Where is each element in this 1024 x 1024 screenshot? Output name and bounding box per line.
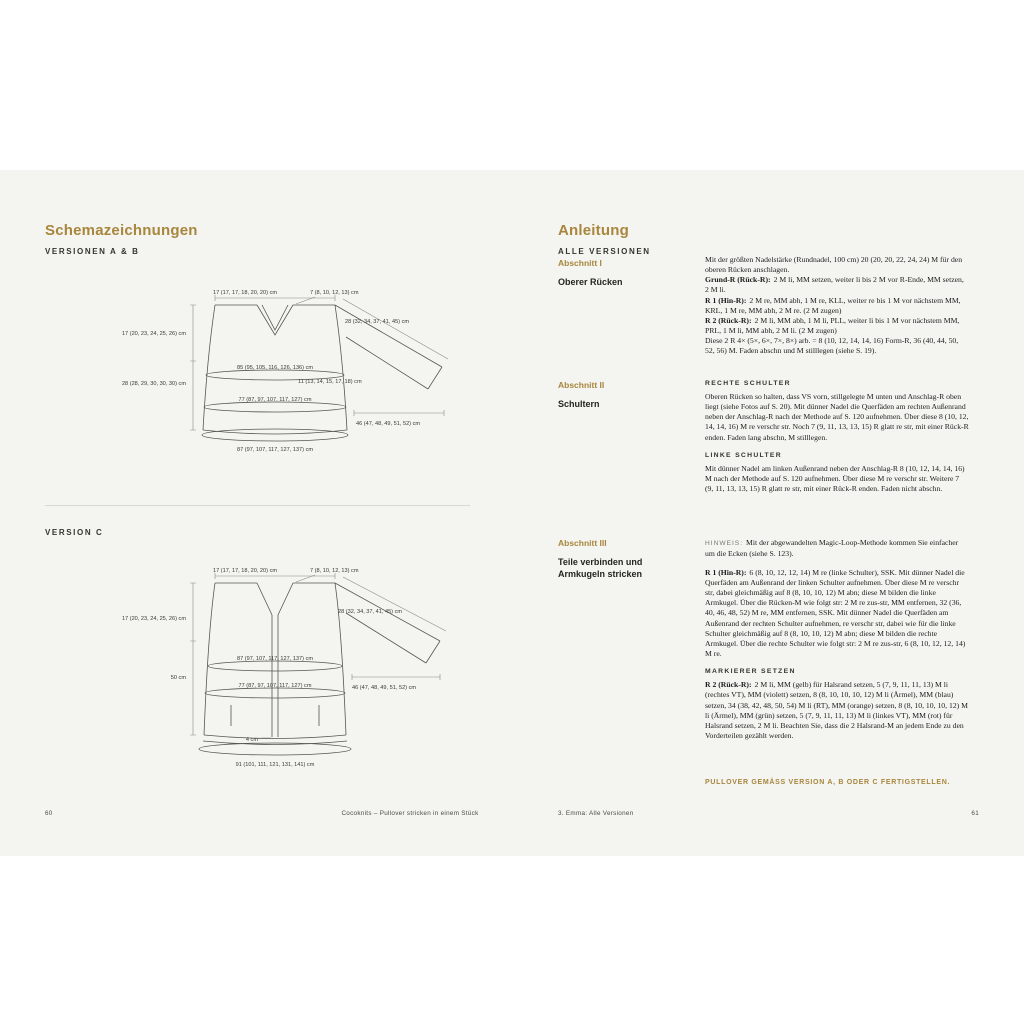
right-running-footer: 3. Emma: Alle Versionen [558,810,634,817]
c-body-length-label: 50 cm [170,675,186,681]
row-lead: R 2 (Rück-R): [705,315,752,325]
paragraph [705,568,969,659]
ab-cuff-label: 11 (13, 14, 15, 17, 18) cm [298,379,362,385]
c-chest-label: 87 (97, 107, 117, 127, 137) cm [236,656,314,662]
note-text: Mit der abgewandelten Magic-Loop-Methode kommen Sie einfacher um die Ecken (siehe S. 123). [705,538,959,558]
row-lead: Grund-R (Rück-R): [705,275,771,285]
paragraph [705,296,969,316]
section3-body [705,538,969,741]
versions-ab-label: VERSIONEN A & B [45,247,140,256]
row-text: 2 M li, MM (gelb) für Halsrand setzen, 5 (7, 9, 11, 11, 13) M li (rechtes VT), MM (violett) setzen, 8 (8, 10, 10, 10, 12) M li (Ärmel), MM (blau) setzen, 34 (38, 42, 48, 50, 54) M li (RT), MM (orange) setzen, 8 (8, 10, 10, 10, 12) M li (Ärmel), MM (grün) setzen, 5 (7, 9, 11, 11, 13) M li (linkes VT), MM (rot) für Halsrand setzen, 2 M li. Beachten Sie, dass die 2 Halsrand-M an jedem Ende zu den Vorderteilen gezählt werden. [705,680,969,741]
row-text: 6 (8, 10, 12, 12, 14) M re (linke Schulter), SSK. Mit dünner Nadel die Querfäden am Außenrand der linken Schulter aufnehmen. Über diese M re verschr str, dabei gleichmäßig auf 8 (8, 10, 10, 12) M abn; diese M bilden die linke Armkugel. Über die Rücken-M wie folgt str: 2 M re zus-str, MM entfernen, 32 (36, 40, 46, 48, 52) M re, MM entfernen, SSK. Mit dünner Nadel die Querfäden am Außenrand der rechten Schulter aufnehmen, re verschr str, dabei wie für die linke Schulter gleichmäßig auf 8 (8, 10, 10, 12) M abn; diese M bilden die rechte Armkugel. Über die rechte Schulter wie folgt str: 2 M re zus-str, 6 (8, 10, 12, 12, 14) M re. [705,567,966,659]
left-running-footer: Cocoknits – Pullover stricken in einem Stück [341,810,479,817]
finish-instruction: PULLOVER GEMÄSS VERSION A, B ODER C FERTIGSTELLEN. [705,779,951,786]
row-text: Diese 2 R 4× (5×, 6×, 7×, 8×) arb. = 8 (10, 12, 14, 14, 16) Form-R, 36 (40, 44, 50, 52, 56) M. Faden abschn und M stilllegen (siehe S. 19). [705,336,959,356]
section1-body [705,255,969,357]
measurement-lines-c [190,573,446,738]
ab-top-width-label: 17 (17, 17, 18, 20, 20) cm [212,290,278,296]
right-shoulder-heading: RECHTE SCHULTER [705,380,791,387]
paragraph [705,316,969,336]
markers-heading: MARKIERER SETZEN [705,668,796,676]
c-hem-label: 91 (101, 111, 121, 131, 141) cm [235,762,315,768]
ab-body-length-label: 28 (28, 29, 30, 30, 30) cm [121,381,186,387]
paragraph [705,255,969,275]
ab-neck-width-label: 7 (8, 10, 12, 13) cm [310,290,359,296]
section2-label: Abschnitt II [558,380,605,390]
schematic-versions-ab [110,285,480,475]
section1-intro: Mit der größten Nadelstärke (Rundnadel, 100 cm) 20 (20, 20, 22, 24, 24) M für den oberen Rücken anschlagen. [705,255,963,275]
c-sleeve-length-label: 46 (47, 48, 49, 51, 52) cm [352,685,417,691]
row-text: 2 M li, MM abh, 1 M li, PLL, weiter li bis 1 M vor nächstem MM, PRL, 1 M li, MM abh, 2 M li. (2 M zugen) [705,315,960,336]
c-yoke-depth-label: 17 (20, 23, 24, 25, 26) cm [121,616,186,622]
right-page-title: Anleitung [558,222,629,239]
ab-upper-sleeve-label: 28 (32, 34, 37, 41, 45) cm [345,319,410,325]
right-page-number: 61 [971,810,979,817]
left-shoulder-heading: LINKE SCHULTER [705,451,782,459]
row-text: 2 M re, MM abh, 1 M re, KLL, weiter re bis 1 M vor nächstem MM, KRL, 1 M re, MM abh, 2 M re. (2 M zugen) [705,295,961,315]
paragraph: Mit dünner Nadel am linken Außenrand neben der Anschlag-R 8 (10, 12, 14, 14, 16) M nach der Methode auf S. 120 aufnehmen. Über diese M re verschr str. Weitere 7 (9, 11, 13, 13, 15) R glatt re str, mit einer Rück-R enden. Faden nicht abschn. [705,463,965,494]
note-paragraph [705,538,969,559]
ab-hip-label: 77 (87, 97, 107, 117, 127) cm [238,397,312,403]
note-lead: HINWEIS: [705,540,744,547]
ab-hem-label: 87 (97, 107, 117, 127, 137) cm [236,447,314,453]
section1-sublabel: Oberer Rücken [558,277,623,287]
section2-body [705,380,969,494]
ab-yoke-depth-label: 17 (20, 23, 24, 25, 26) cm [121,331,186,337]
c-neck-width-label: 7 (8, 10, 12, 13) cm [310,568,359,574]
paragraph: Oberen Rücken so halten, dass VS vorn, stillgelegte M unten und Anschlag-R oben liegt (siehe Fotos auf S. 20). Mit dünner Nadel die Querfäden am rechten Außenrand neben der Anschlag-R nach der Methode auf S. 120 aufnehmen. Über diese 8 (10, 12, 14, 14, 16) M re verschr str. Noch 7 (9, 11, 13, 13, 15) R glatt re str, mit einer Rück-R enden. Faden lang abschn, M stilllegen. [705,391,969,442]
paragraph [705,680,969,741]
row-lead: R 1 (Hin-R): [705,295,747,305]
row-text: 2 M li, MM setzen, weiter li bis 2 M vor R-Ende, MM setzen, 2 M li. [705,275,964,295]
ab-chest-label: 85 (95, 105, 116, 126, 136) cm [236,365,314,371]
c-upper-sleeve-label: 28 (32, 34, 37, 41, 45) cm [338,609,403,615]
row-lead: R 2 (Rück-R): [705,680,752,690]
ab-sleeve-length-label: 46 (47, 48, 49, 51, 52) cm [356,421,421,427]
paragraph [705,275,969,295]
c-top-width-label: 17 (17, 17, 18, 20, 20) cm [212,568,278,574]
left-page-number: 60 [45,810,53,817]
section3-label: Abschnitt III [558,538,607,548]
section3-sublabel: Teile verbinden und Armkugeln stricken [558,557,643,580]
all-versions-label: ALLE VERSIONEN [558,247,651,256]
section-divider [45,505,470,506]
section2-sublabel: Schultern [558,399,600,409]
measurement-labels-ab [122,290,420,453]
c-hip-label: 77 (87, 97, 107, 117, 127) cm [238,683,312,689]
row-lead: R 1 (Hin-R): [705,567,747,577]
schematic-version-c [110,565,480,775]
c-band-label: 4 cm [245,737,258,743]
section1-label: Abschnitt I [558,258,602,268]
left-page-title: Schemazeichnungen [45,222,198,239]
version-c-label: VERSION C [45,528,104,537]
measurement-lines-ab [190,295,448,430]
paragraph [705,336,969,356]
